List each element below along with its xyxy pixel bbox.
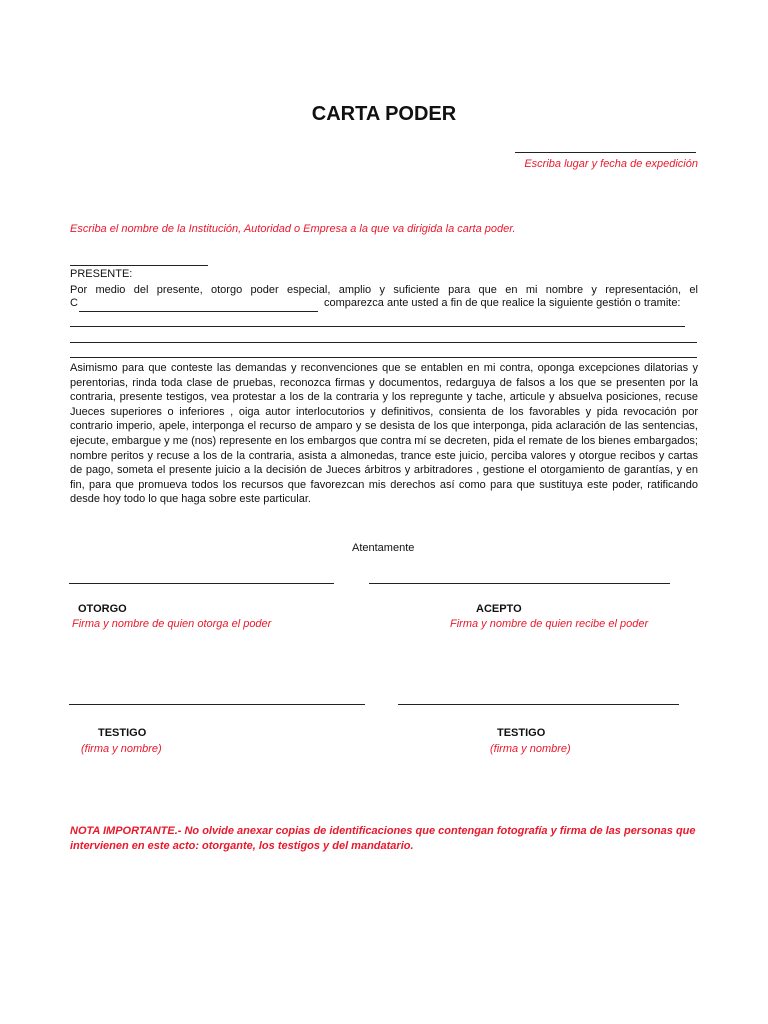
intro-line-2: comparezca ante usted a fin de que realice la siguiente gestión o tramite: [324,297,681,309]
place-date-hint: Escriba lugar y fecha de expedición [524,158,698,170]
acceptor-hint: Firma y nombre de quien recibe el poder [450,618,649,630]
closing-text: Atentamente [352,542,415,554]
important-note: NOTA IMPORTANTE.- No olvide anexar copias de identificaciones que contengan fotografía y firma de las personas que intervienen en este acto: otorgante, los testigos y del mandatario. [70,825,696,852]
grantor-hint: Firma y nombre de quien otorga el poder [72,618,272,630]
acceptor-signature-line [369,583,670,584]
acceptor-label: ACEPTO [476,603,522,615]
intro-block [70,283,698,298]
witness2-hint: (firma y nombre) [490,743,571,755]
witness1-hint: (firma y nombre) [81,743,162,755]
attorney-name-line [79,311,318,312]
intro-prefix: C [70,297,78,309]
recipient-line [70,265,208,266]
place-date-line [515,152,696,153]
presente-label: PRESENTE: [70,268,133,280]
institution-hint: Escriba el nombre de la Institución, Autoridad o Empresa a la que va dirigida la carta poder. [70,223,516,235]
grantor-signature-line [69,583,334,584]
powers-paragraph: Asimismo para que conteste las demandas y reconvenciones que se entablen en mi contra, oponga excepciones dilatorias y perentorias, rinda toda clase de pruebas, reconozca firmas y documentos, redarguya de falsos a los que se presenten por la contraria, presente testigos, vea protestar a los de la contraria y los repregunte y tache, articule y absuelva posiciones, recuse Jueces superiores o inferiores , oiga autor interlocutorios y definitivos, consienta de los favorables y pida revocación por contrario imperio, apele, interponga el recurso de amparo y se desista de los que interponga, pida aclaración de las sentencias, ejecute, embargue y me (nos) represente en los embargos que contra mí se decreten, pida el remate de los bienes embargados; nombre peritos y recuse a los de la contraria, asista a almonedas, trance este juicio, perciba valores y otorgue recibos y cartas de pago, someta el presente juicio a la decisión de Jueces árbitros y arbitradores , gestione el otorgamiento de garantías, y en fin, para que promueva todos los recursos que favorezcan mis derechos así como para que sustituya este poder, ratificando desde hoy todo lo que haga sobre este particular. [70,362,698,506]
witness2-signature-line [398,704,679,705]
document-title: CARTA PODER [311,103,457,125]
witness1-label: TESTIGO [98,727,147,739]
grantor-label: OTORGO [78,603,127,615]
intro-line-1: Por medio del presente, otorgo poder especial, amplio y suficiente para que en mi nombre y representación, el [70,284,698,296]
witness2-label: TESTIGO [497,727,546,739]
procedure-line-1 [70,326,685,327]
procedure-line-2 [70,342,697,343]
witness1-signature-line [69,704,365,705]
procedure-line-3 [70,357,697,358]
